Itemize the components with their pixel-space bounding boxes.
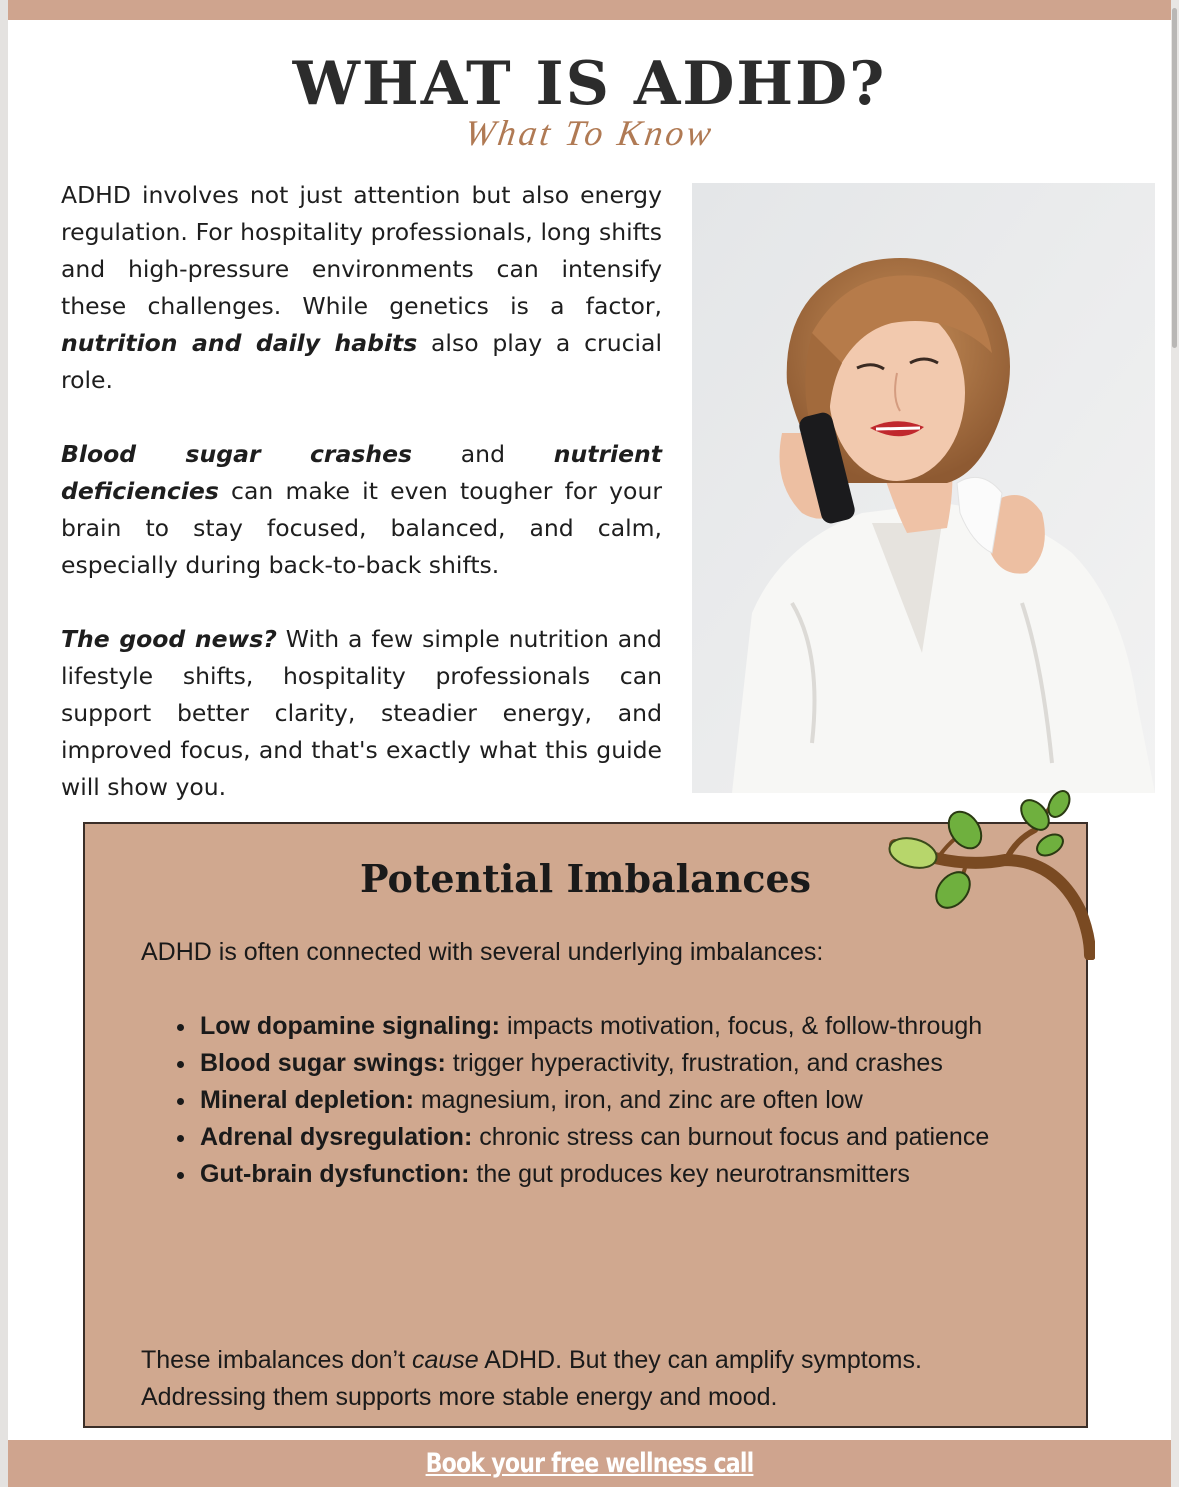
intro-paragraph-3: The good news? With a few simple nutrition and lifestyle shifts, hospitality professionals can support better clarity, steadier energy, and improved focus, and that's exactly what this guide will show you. bbox=[61, 625, 662, 801]
book-wellness-call-link[interactable]: Book your free wellness call bbox=[425, 1448, 754, 1479]
intro-text bbox=[61, 177, 662, 843]
scrollbar-thumb[interactable] bbox=[1172, 8, 1177, 348]
list-item: • Gut-brain dysfunction: the gut produces key neurotransmitters bbox=[198, 1156, 1078, 1193]
list-item: • Adrenal dysregulation: chronic stress can burnout focus and patience bbox=[198, 1119, 1078, 1156]
window-frame-left bbox=[0, 0, 8, 1487]
imbalances-footnote: These imbalances don’t cause ADHD. But they can amplify symptoms. Addressing them supports more stable energy and mood. bbox=[141, 1346, 922, 1411]
woman-on-phone-photo bbox=[692, 183, 1155, 793]
page-subtitle: What To Know bbox=[462, 113, 717, 153]
scrollbar-track[interactable] bbox=[1171, 0, 1179, 1487]
imbalances-title: Potential Imbalances bbox=[359, 856, 812, 901]
page-title: WHAT IS ADHD? bbox=[292, 49, 887, 119]
imbalances-list bbox=[141, 1008, 1078, 1193]
intro-paragraph-1: ADHD involves not just attention but also energy regulation. For hospitality professionals, long shifts and high-pressure environments can intensify these challenges. While genetics is a factor, nutrition and daily habits also play a crucial role. bbox=[61, 181, 662, 394]
list-item: • Mineral depletion: magnesium, iron, and zinc are often low bbox=[198, 1082, 1078, 1119]
list-item: • Low dopamine signaling: impacts motivation, focus, & follow-through bbox=[198, 1008, 1078, 1045]
cta-band bbox=[8, 1440, 1171, 1487]
list-item: • Blood sugar swings: trigger hyperactivity, frustration, and crashes bbox=[198, 1045, 1078, 1082]
branch-with-leaves-icon bbox=[885, 790, 1095, 960]
imbalances-lead: ADHD is often connected with several underlying imbalances: bbox=[141, 938, 824, 966]
intro-paragraph-2: Blood sugar crashes and nutrient deficiencies can make it even tougher for your brain to stay focused, balanced, and calm, especially during back-to-back shifts. bbox=[61, 440, 663, 579]
top-accent-band bbox=[8, 0, 1171, 20]
